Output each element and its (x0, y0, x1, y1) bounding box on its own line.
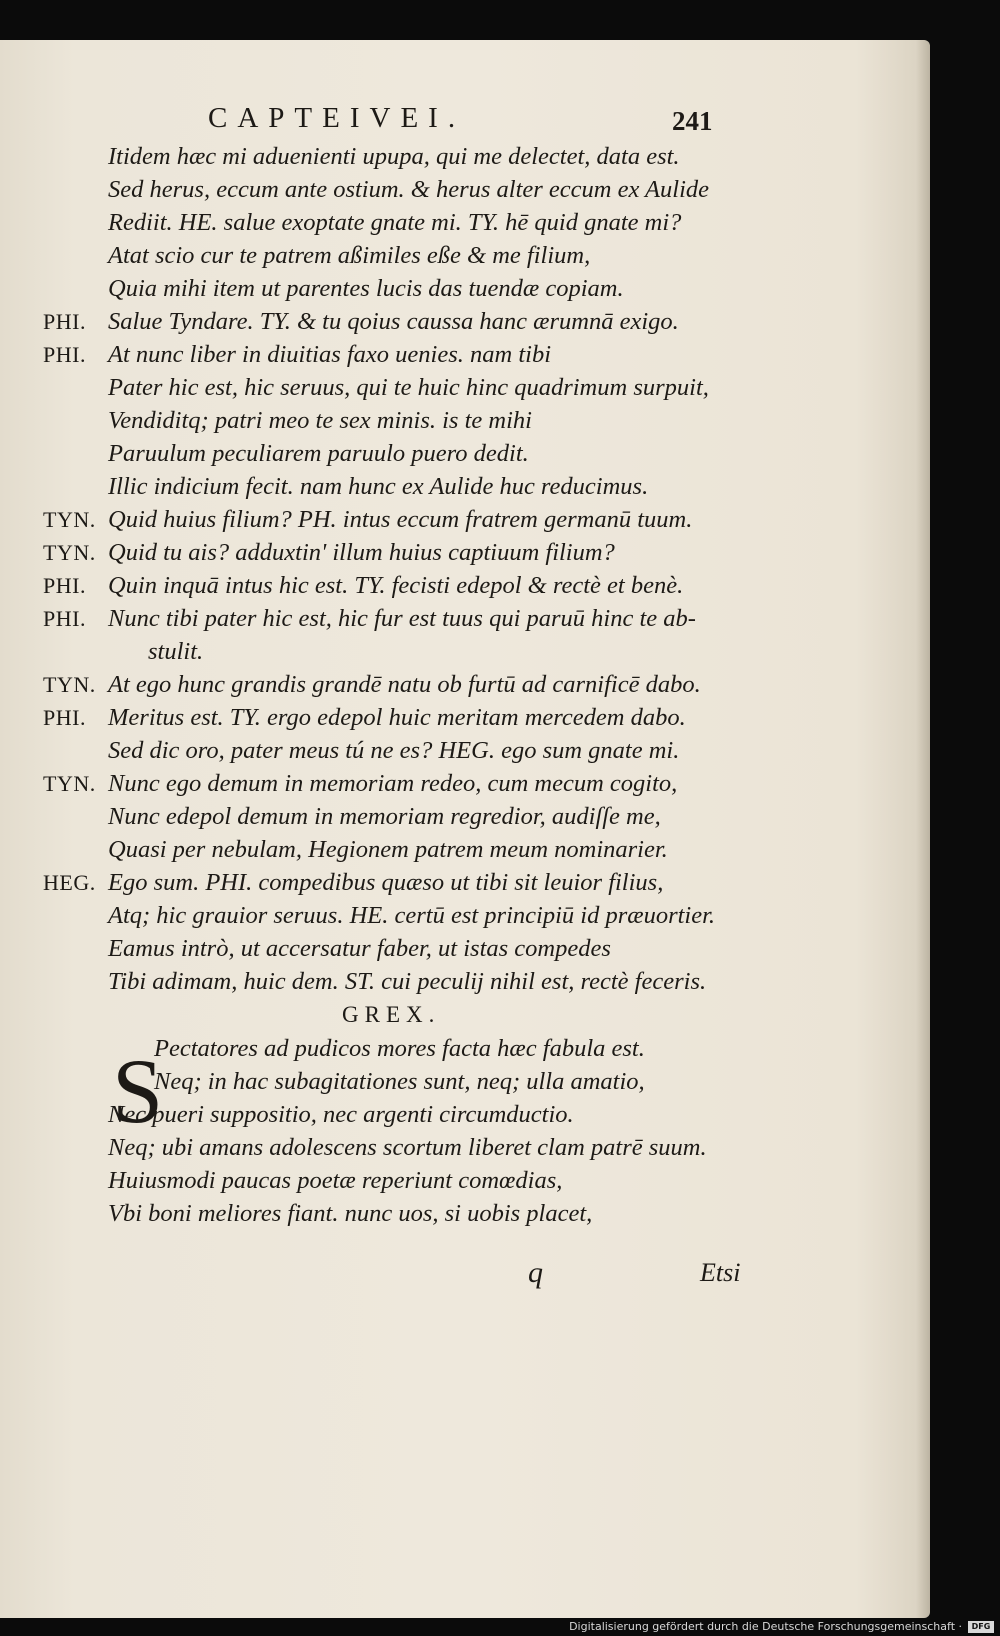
verse-line (0, 734, 930, 767)
speaker-label: PHI. (43, 705, 86, 730)
epilogue-text: Nec pueri suppositio, nec argenti circumductio. (108, 1101, 574, 1128)
verse-line (0, 173, 930, 206)
speaker-label: TYN. (43, 771, 96, 796)
signature-mark: q (528, 1256, 543, 1289)
footer-bar (0, 1618, 1000, 1636)
verse-line (0, 338, 930, 371)
epilogue-text: Huiusmodi paucas poetæ reperiunt comœdias, (108, 1167, 563, 1194)
verse-line (0, 899, 930, 932)
verse-line (0, 932, 930, 965)
verse-text: Salue Tyndare. TY. & tu qoius caussa hanc ærumnā exigo. (108, 308, 679, 335)
drop-capital: S (112, 1040, 164, 1142)
verse-text: Quid huius filium? PH. intus eccum fratrem germanū tuum. (108, 506, 693, 533)
verse-text: Quin inquā intus hic est. TY. fecisti edepol & rectè et benè. (108, 572, 684, 599)
verse-line (0, 437, 930, 470)
verse-text: Rediit. HE. salue exoptate gnate mi. TY. hē quid gnate mi? (108, 209, 682, 236)
epilogue-text: Neq; in hac subagitationes sunt, neq; ulla amatio, (154, 1068, 645, 1095)
verse-line (0, 404, 930, 437)
speaker-label: PHI. (43, 342, 86, 367)
verse-text: Itidem hæc mi aduenienti upupa, qui me delectet, data est. (108, 143, 680, 170)
epilogue-text: Vbi boni meliores fiant. nunc uos, si uobis placet, (108, 1200, 593, 1227)
verse-line (0, 965, 930, 998)
verse-line (0, 503, 930, 536)
verse-line (0, 470, 930, 503)
verse-line (0, 800, 930, 833)
verse-text: Tibi adimam, huic dem. ST. cui peculij nihil est, rectè feceris. (108, 968, 707, 995)
verse-line (0, 371, 930, 404)
verse-text: Illic indicium fecit. nam hunc ex Aulide huc reducimus. (108, 473, 649, 500)
verse-text: Quasi per nebulam, Hegionem patrem meum nominarier. (108, 836, 668, 863)
verse-line (0, 536, 930, 569)
verse-text: Eamus intrò, ut accersatur faber, ut istas compedes (108, 935, 611, 962)
epilogue-line (0, 1197, 930, 1230)
speaker-label: PHI. (43, 573, 86, 598)
verse-line (0, 206, 930, 239)
verse-text: At ego hunc grandis grandē natu ob furtū ad carnificē dabo. (108, 671, 701, 698)
speaker-label: TYN. (43, 672, 96, 697)
verse-line (0, 569, 930, 602)
page-header (0, 102, 930, 142)
verse-text: Vendiditq; patri meo te sex minis. is te mihi (108, 407, 532, 434)
verse-text: At nunc liber in diuitias faxo uenies. nam tibi (108, 341, 551, 368)
verse-line (0, 833, 930, 866)
verse-text: Sed herus, eccum ante ostium. & herus alter eccum ex Aulide (108, 176, 710, 203)
speaker-label: TYN. (43, 540, 96, 565)
speaker-label: HEG. (43, 870, 96, 895)
verse-text: Quia mihi item ut parentes lucis das tuendæ copiam. (108, 275, 624, 302)
folio-number: 241 (672, 106, 713, 136)
verse-line (0, 635, 930, 668)
speaker-label: TYN. (43, 507, 96, 532)
verse-text: stulit. (148, 638, 204, 665)
verse-text: Nunc edepol demum in memoriam regredior, audiſſe me, (108, 803, 661, 830)
running-head: CAPTEIVEI. (208, 102, 466, 134)
verse-text: Sed dic oro, pater meus tú ne es? HEG. ego sum gnate mi. (108, 737, 680, 764)
verse-line (0, 701, 930, 734)
verse-text: Meritus est. TY. ergo edepol huic meritam mercedem dabo. (108, 704, 686, 731)
verse-line (0, 305, 930, 338)
epilogue-text: Neq; ubi amans adolescens scortum liberet clam patrē suum. (108, 1134, 707, 1161)
verse-line (0, 866, 930, 899)
catchword: Etsi (700, 1258, 741, 1287)
verse-line (0, 239, 930, 272)
verse-text: Nunc tibi pater hic est, hic fur est tuus qui paruū hinc te ab- (108, 605, 696, 632)
epilogue-text: Pectatores ad pudicos mores facta hæc fabula est. (154, 1035, 645, 1062)
dfg-logo-icon: DFG (968, 1621, 994, 1633)
verse-text: Paruulum peculiarem paruulo puero dedit. (108, 440, 529, 467)
verse-line (0, 767, 930, 800)
verse-text: Pater hic est, hic seruus, qui te huic hinc quadrimum surpuit, (108, 374, 709, 401)
speaker-label: PHI. (43, 606, 86, 631)
verse-line (0, 272, 930, 305)
grex-heading: GREX. (342, 1002, 441, 1027)
verse-text: Atq; hic grauior seruus. HE. certū est principiū id præuortier. (108, 902, 716, 929)
speaker-label: PHI. (43, 309, 86, 334)
dfg-credit: Digitalisierung gefördert durch die Deutsche Forschungsgemeinschaft · (569, 1620, 962, 1633)
verse-text: Quid tu ais? adduxtin' illum huius captiuum filium? (108, 539, 615, 566)
verse-text: Nunc ego demum in memoriam redeo, cum mecum cogito, (108, 770, 678, 797)
verse-line (0, 602, 930, 635)
verse-line (0, 140, 930, 173)
verse-text: Ego sum. PHI. compedibus quæso ut tibi sit leuior filius, (108, 869, 664, 896)
verse-line (0, 668, 930, 701)
verse-text: Atat scio cur te patrem aßimiles eße & me filium, (108, 242, 591, 269)
epilogue-line (0, 1164, 930, 1197)
